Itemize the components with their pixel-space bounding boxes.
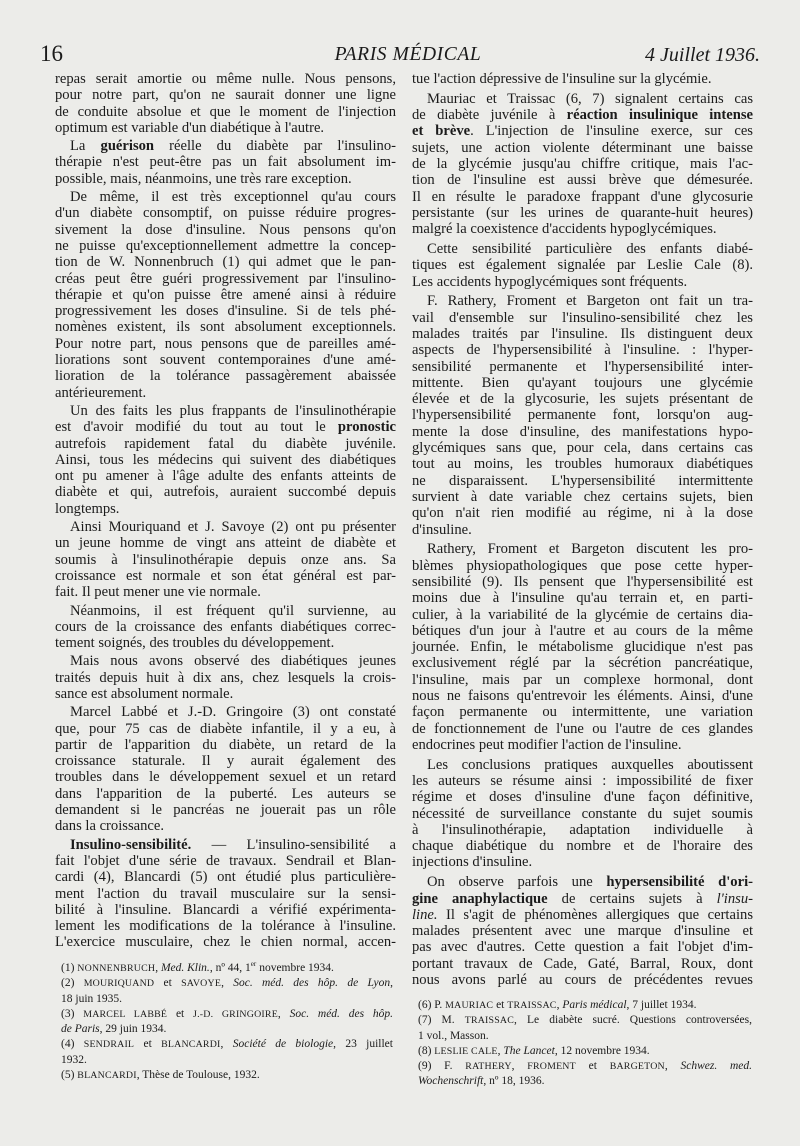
text-line: ment l'action du travail musculaire sur la sensi- xyxy=(55,885,396,902)
italic-text: The Lancet xyxy=(503,1044,555,1057)
bold-text: guérison xyxy=(100,138,155,155)
small-caps-text: SENDRAIL xyxy=(83,1039,135,1051)
text-run: , xyxy=(664,1060,681,1073)
text-line: mittente. Bien qu'ayant toujours une glycémie xyxy=(412,374,753,391)
italic-text: l'insu- xyxy=(716,890,753,907)
text-line: Ainsi, tous les médecins qui suivent des diabétiques xyxy=(55,451,396,468)
text-run: novembre 1934. xyxy=(256,962,334,974)
text-line: Pour notre part, nous pensons que de pareilles amé- xyxy=(55,335,396,352)
text-line: malades présentent avec une marque d'insuline et xyxy=(412,923,753,940)
text-line: sance est absolument normale. xyxy=(55,685,234,702)
text-run: , 7 juillet 1934. xyxy=(626,999,697,1011)
text-line: journée. Enfin, le métabolisme glucidique n'est pas xyxy=(412,639,753,656)
text-line: Il en résulte le paradoxe frappant d'une glycosurie xyxy=(412,188,753,205)
right-footnotes xyxy=(418,998,752,1090)
bold-text: pronostic xyxy=(337,419,396,436)
text-line xyxy=(412,107,753,123)
text-run: , 12 novembre 1934. xyxy=(554,1044,650,1057)
text-line: nomènes existent, ils sont absolument exceptionnels. xyxy=(55,319,396,336)
text-run: , nº 44, 1 xyxy=(209,962,251,974)
text-line: persistante (sur les urines de quarante-huit heures) xyxy=(412,204,753,221)
paragraph xyxy=(55,189,396,401)
text-run: , xyxy=(221,977,234,990)
italic-text: Paris médical xyxy=(562,999,627,1011)
text-line: 18 juin 1935. xyxy=(61,992,123,1005)
paragraph xyxy=(412,757,753,871)
text-run: (9) F. xyxy=(418,1060,466,1073)
text-line: survient à date variable chez certains sujets, bien xyxy=(412,488,753,505)
footnote xyxy=(61,1037,393,1068)
text-line: nécessité de surveillance constante du sujet soumis xyxy=(412,805,753,822)
text-line: créas peut être guéri progressivement par l'insulino- xyxy=(55,270,396,287)
text-run: , 23 juillet xyxy=(333,1038,393,1051)
text-line: longtemps. xyxy=(55,500,120,517)
text-run: — L'insulino-sensibilité a xyxy=(191,836,396,853)
text-run: , xyxy=(511,1060,528,1073)
text-line: ne disparaissent. L'hypersensibilité intermittente xyxy=(412,472,753,489)
text-line: un jeune homme de vingt ans atteint de diabète et xyxy=(55,535,396,552)
text-line: traités depuis huit à dix ans, chez lesquels la crois- xyxy=(55,669,396,686)
text-line: F. Rathery, Froment et Bargeton ont fait un tra- xyxy=(427,293,753,310)
text-line: soumis à l'insulinothérapie depuis onze ans. Sa xyxy=(55,551,396,568)
paragraph xyxy=(412,874,753,988)
paragraph xyxy=(55,138,396,187)
text-line: pour notre part, qu'on ne saurait donner une ligne xyxy=(55,87,396,104)
small-caps-text: TRAISSAC xyxy=(464,1015,515,1027)
text-line: façon permanente ou intermittente, une variation xyxy=(412,704,753,721)
small-caps-text: LESLIE CALE xyxy=(434,1045,498,1057)
text-line: lioration de la tolérance passagèrement abaissée xyxy=(55,368,396,385)
text-line: de la glycémie jusqu'au chiffre critique, mais l'ac- xyxy=(412,155,753,172)
text-line: tion de W. Nonnenbruch (1) qui admet que le pan- xyxy=(55,254,396,271)
small-caps-text: RATHERY xyxy=(465,1061,512,1073)
text-line: ont pu amener à l'âge adulte des enfants atteints de xyxy=(55,468,396,485)
left-column xyxy=(55,71,396,951)
text-line: repas serait amortie ou même nulle. Nous pensons, xyxy=(55,71,396,87)
text-run: , 29 juin 1934. xyxy=(99,1023,167,1036)
text-line xyxy=(412,874,753,890)
paragraph xyxy=(55,403,396,517)
text-line: Néanmoins, il est fréquent qu'il survienne, au xyxy=(70,602,396,619)
small-caps-text: MAURIAC xyxy=(445,1000,494,1011)
text-line: que, pour 75 cas de diabète infantile, il y a eu, à xyxy=(55,720,396,737)
text-run: et xyxy=(154,977,182,990)
text-line: cours de la croissance des enfants diabétiques correc- xyxy=(55,618,396,635)
text-line: lement les modifications de la tolérance à l'insuline. xyxy=(55,918,396,935)
text-line: 1932. xyxy=(61,1053,87,1066)
text-line: progressivement les doses d'insuline. Si de tels phé- xyxy=(55,303,396,320)
footnote xyxy=(418,1044,752,1059)
text-line: tiques est également signalée par Leslie Cale (8). xyxy=(412,257,753,274)
text-line: bilité à l'insuline. Blancardi a vérifié expérimenta- xyxy=(55,901,396,918)
small-caps-text: FROMENT xyxy=(527,1061,576,1073)
text-line: dans la croissance. xyxy=(55,818,165,835)
text-line: demandent si le pancréas ne jouerait pas un rôle xyxy=(55,802,396,819)
text-run: (7) M. xyxy=(418,1014,465,1027)
text-line: sensibilité (9). Ils pensent que l'hypersensibilité est xyxy=(412,573,753,590)
text-line: L'exercice musculaire, chez le chien normal, accen- xyxy=(55,934,396,951)
small-caps-text: TRAISSAC xyxy=(507,1000,557,1011)
text-run: , xyxy=(556,999,563,1011)
small-caps-text: MOURIQUAND xyxy=(83,978,155,990)
text-line xyxy=(55,138,396,154)
text-line xyxy=(412,123,753,139)
text-line: blèmes physiopathologiques que pose cette hyper- xyxy=(412,557,753,574)
text-run: , xyxy=(390,977,393,990)
text-line: malgré la coexistence d'accidents hypoglycémiques. xyxy=(412,221,717,238)
text-line: qu'on n'ait rien modifié au régime, ni à la dose xyxy=(412,505,753,522)
text-line: croissance est normale et son état général est par- xyxy=(55,567,396,584)
text-line: moins due à l'insuline qu'au terrain et, en parti- xyxy=(412,590,753,607)
text-line: fait. Il peut mener une vie normale. xyxy=(55,584,261,601)
paragraph xyxy=(412,71,753,87)
small-caps-text: BARGETON xyxy=(609,1061,665,1073)
text-line: pas avec d'autres. Cette question a fait l'objet d'im- xyxy=(412,939,753,956)
small-caps-text: MARCEL LABBÉ xyxy=(83,1008,168,1020)
text-line: troubles dans le développement sexuel et un retard xyxy=(55,769,396,786)
paragraph xyxy=(55,603,396,652)
text-line xyxy=(418,1044,752,1059)
text-line: à l'insulinothérapie, adaptation individuelle à xyxy=(412,821,753,838)
paragraph xyxy=(412,293,753,537)
text-line xyxy=(61,1037,393,1052)
text-run: , xyxy=(277,1007,290,1020)
text-line xyxy=(418,998,752,1013)
paragraph xyxy=(55,519,396,600)
italic-text: de Paris xyxy=(61,1023,100,1036)
paragraph xyxy=(55,704,396,834)
text-line: thérapie n'est peut-être pas un fait absolument im- xyxy=(55,154,396,171)
text-line: endocrines peut modifier l'action de l'insuline. xyxy=(412,736,682,753)
text-line: 1 vol., Masson. xyxy=(418,1029,489,1042)
text-line: régime et doses d'insuline d'une façon définitive, xyxy=(412,789,753,806)
issue-date: 4 Juillet 1936. xyxy=(645,44,760,66)
paragraph xyxy=(55,837,396,951)
text-line: dans l'apparition de la puberté. Les auteurs se xyxy=(55,785,396,802)
text-line: Un des faits les plus frappants de l'insulinothérapie xyxy=(70,402,396,419)
text-line: possible, mais, néanmoins, une très rare exception. xyxy=(55,170,352,187)
superscript: er xyxy=(250,960,257,969)
text-line: partir de l'apparition du diabète, un retard de la xyxy=(55,736,396,753)
text-line: sivement la dose d'insuline. Nous pensons qu'on xyxy=(55,221,396,238)
text-line xyxy=(412,907,753,923)
text-line: glycémiques sans que, pour cela, dans certains cas xyxy=(412,440,753,457)
text-run: (3) xyxy=(61,1007,84,1020)
text-line xyxy=(61,1007,393,1022)
text-line: injections d'insuline. xyxy=(412,854,533,871)
text-line: autrefois rapidement fatal du diabète juvénile. xyxy=(55,435,396,452)
text-line: Marcel Labbé et J.-D. Gringoire (3) ont constaté xyxy=(70,704,396,721)
text-line: Mauriac et Traissac (6, 7) signalent certains cas xyxy=(427,90,753,107)
text-run: , nº 18, 1936. xyxy=(483,1075,545,1088)
text-line: portant travaux de Cade, Gaté, Barral, Roux, dont xyxy=(412,955,753,972)
paragraph xyxy=(55,653,396,702)
bold-text: Insulino-sensibilité. xyxy=(70,836,192,853)
text-line: cardi (4), Blancardi (5) ont étudié plus particulière- xyxy=(55,869,396,886)
text-line: malades traités par l'insuline. Ils distinguent deux xyxy=(412,325,753,342)
text-line: diabète et qui, autrefois, auraient succombé depuis xyxy=(55,484,396,501)
text-run: et xyxy=(134,1038,162,1051)
text-line: De même, il est très exceptionnel qu'au cours xyxy=(70,189,396,206)
small-caps-text: NONNENBRUCH xyxy=(77,963,156,974)
text-line xyxy=(418,1013,752,1028)
text-run: (4) xyxy=(61,1038,84,1051)
text-line: optimum est variable d'un diabétique à l'autre. xyxy=(55,119,325,136)
text-line: tout au moins, les troubles humoraux diabétiques xyxy=(412,456,753,473)
bold-text: hypersensibilité d'ori- xyxy=(606,874,753,891)
text-line: aspects de l'hypersensibilité à l'insuline. : l'hyper- xyxy=(412,342,753,359)
text-run: Il s'agit de phénomènes allergiques que certains xyxy=(437,906,753,923)
italic-text: Soc. méd. des hôp. de Lyon xyxy=(233,977,391,990)
text-run: et xyxy=(167,1007,194,1020)
small-caps-text: BLANCARDI xyxy=(77,1070,137,1082)
footnote xyxy=(61,1068,393,1083)
text-line xyxy=(55,837,396,853)
text-line: croissance staturale. Il y aurait également des xyxy=(55,753,396,770)
italic-text: Med. Klin. xyxy=(160,962,210,974)
bold-text: gine anaphylactique xyxy=(412,890,548,907)
text-line xyxy=(61,961,393,976)
text-line xyxy=(418,1059,752,1074)
text-line: tue l'action dépressive de l'insuline sur la glycémie. xyxy=(412,71,712,87)
text-run: et xyxy=(575,1060,610,1073)
text-line: Cette sensibilité particulière des enfants diabé- xyxy=(427,240,753,257)
text-run: On observe parfois une xyxy=(427,874,607,891)
text-line: exclusivement réglé par la sécrétion pancréatique, xyxy=(412,655,753,672)
text-run: (6) P. xyxy=(418,999,446,1011)
text-run: , xyxy=(497,1044,504,1057)
text-run: , Le diabète sucré. Questions controversées, xyxy=(514,1014,752,1027)
text-line: ne puisse qu'exceptionnellement admettre la concep- xyxy=(55,237,396,254)
text-line: tion de l'insuline est aussi brève que démesurée. xyxy=(412,172,753,189)
text-line: vail d'ensemble sur l'insulino-sensibilité chez les xyxy=(412,309,753,326)
bold-text: et brève xyxy=(412,123,471,140)
text-line: Mais nous avons observé des diabétiques jeunes xyxy=(70,653,396,670)
paragraph xyxy=(55,71,396,136)
small-caps-text: BLANCARDI xyxy=(161,1039,221,1051)
text-line: Ainsi Mouriquand et J. Savoye (2) ont pu présenter xyxy=(70,519,396,536)
right-column xyxy=(412,71,753,988)
text-line: thérapie et qu'on puisse être amené ainsi à réduire xyxy=(55,286,396,303)
text-line: bétiques d'un jour à l'autre et au cours de la même xyxy=(412,622,753,639)
text-run: , Thèse de Toulouse, 1932. xyxy=(136,1069,260,1082)
text-line: de fonctionnement de l'une ou l'autre de ces glandes xyxy=(412,720,753,737)
page-number: 16 xyxy=(40,41,63,66)
footnote xyxy=(418,1059,752,1090)
text-line: d'insuline. xyxy=(412,521,472,538)
footnote xyxy=(418,998,752,1013)
text-line: nous avons parlé au cours de précédentes revues xyxy=(412,972,753,989)
text-run: (2) xyxy=(61,977,84,990)
text-line xyxy=(61,1022,393,1037)
italic-text: Schwez. med. xyxy=(680,1060,753,1073)
text-line: Les conclusions pratiques auxquelles aboutissent xyxy=(427,756,753,773)
italic-text: line. xyxy=(412,906,438,923)
text-line: l'hypersensibilité permanente font, lorsqu'on aug- xyxy=(412,407,753,424)
footnote xyxy=(61,976,393,1007)
small-caps-text: J.-D. GRINGOIRE xyxy=(193,1008,278,1020)
text-line: les auteurs se résume ainsi : impossibilité de fixer xyxy=(412,772,753,789)
text-run: , xyxy=(155,962,161,974)
left-footnotes xyxy=(61,961,393,1083)
text-line: chaque diabétique du nombre et de l'horaire des xyxy=(412,838,753,855)
text-line xyxy=(55,419,396,435)
paragraph xyxy=(412,241,753,290)
text-line: fait l'objet d'une série de travaux. Sendrail et Blan- xyxy=(55,852,396,869)
text-line xyxy=(412,891,753,907)
paragraph xyxy=(412,541,753,753)
text-run: , xyxy=(220,1038,233,1051)
text-run: (1) xyxy=(61,962,78,974)
text-run: (8) xyxy=(418,1044,435,1057)
footnote xyxy=(61,961,393,976)
text-line: élevée et de la glycosurie, les sujets présentant de xyxy=(412,391,753,408)
text-line: d'un diabète consomptif, on puisse réduire progres- xyxy=(55,205,396,222)
text-line: antérieurement. xyxy=(55,384,147,401)
text-run: de diabète juvénile à xyxy=(412,107,567,124)
text-run: (5) xyxy=(61,1069,78,1082)
text-run: de certains sujets à xyxy=(547,890,717,907)
text-line: Les accidents hypoglycémiques sont fréquents. xyxy=(412,273,688,290)
italic-text: Soc. méd. des hôp. xyxy=(289,1007,393,1020)
text-line: Rathery, Froment et Bargeton discutent les pro- xyxy=(427,541,753,558)
italic-text: Société de biologie xyxy=(232,1038,334,1051)
text-run: et xyxy=(493,999,508,1011)
text-line: tement soignés, des troubles du développement. xyxy=(55,635,335,652)
text-line: sujets, une action violente déterminant une baisse xyxy=(412,139,753,156)
bold-text: réaction insulinique intense xyxy=(566,107,754,124)
text-line xyxy=(61,976,393,991)
text-line xyxy=(61,1068,393,1083)
text-line xyxy=(418,1074,752,1089)
italic-text: Wochenschrift xyxy=(418,1075,484,1088)
text-run: . L'injection de l'insuline exerce, sur ces xyxy=(470,123,753,140)
text-line: l'insuline, mais par un complexe hormonal, dont xyxy=(412,671,753,688)
footnote xyxy=(418,1013,752,1044)
text-line: culier, à la variabilité de la glycémie de certains dia- xyxy=(412,606,753,623)
small-caps-text: SAVOYE xyxy=(181,978,222,990)
text-run: La xyxy=(70,138,101,155)
journal-title: PARIS MÉDICAL xyxy=(334,44,482,65)
text-run: est d'avoir modifié du tout au tout le xyxy=(55,419,338,436)
text-run: réelle du diabète par l'insulino- xyxy=(154,138,396,155)
text-line: de conduite absolue et que le moment de l'injection xyxy=(55,103,396,120)
text-line: mente la dose d'insuline, des manifestations hypo- xyxy=(412,423,753,440)
text-line: nous ne faisons qu'entrevoir les éléments. Ainsi, d'une xyxy=(412,687,753,704)
text-line: liorations sont souvent contemporaines d'une amé- xyxy=(55,352,396,369)
text-line: sensibilité permanente et l'hypersensibilité inter- xyxy=(412,358,753,375)
footnote xyxy=(61,1007,393,1038)
paragraph xyxy=(412,91,753,238)
